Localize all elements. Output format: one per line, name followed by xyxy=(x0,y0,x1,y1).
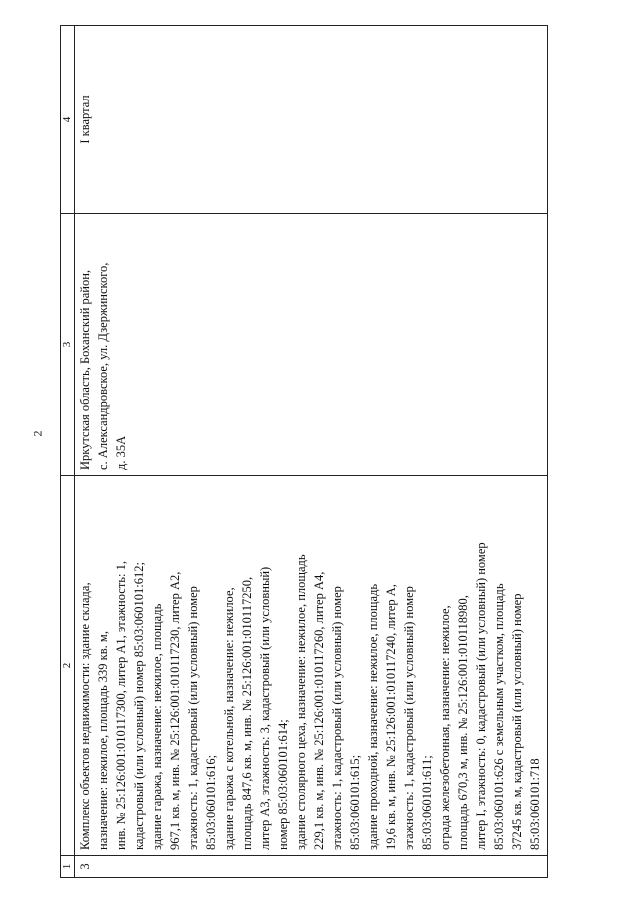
page-number: 2 xyxy=(30,430,45,437)
description-line: этажность: 1, кадастровый (или условный) номер xyxy=(186,586,200,850)
description-line: здание столярного цеха, назначение: нежилое, площадь xyxy=(294,554,308,850)
description-line: 85:03:060101:626 с земельным участком, площадь xyxy=(492,583,506,850)
row-number-cell: 3 xyxy=(75,856,548,878)
description-line: ограда железобетонная, назначение: нежилое, xyxy=(438,605,452,850)
description-line: этажность: 1, кадастровый (или условный) номер xyxy=(402,586,416,850)
description-line: номер 85:03:060101:614; xyxy=(276,719,290,850)
description-line: 229,1 кв. м, инв. № 25:126:001:010117260, литер А4, xyxy=(312,571,326,850)
header-cell-3: 3 xyxy=(61,214,75,476)
address-line: с. Александровское, ул. Дзержинского, xyxy=(96,262,110,470)
description-line: здание проходной, назначение: нежилое, площадь xyxy=(366,583,380,850)
description-line: инв. № 25:126:001:010117300, литер А1, этажность: 1, xyxy=(114,561,128,850)
description-cell xyxy=(75,476,548,856)
rotated-table-wrapper xyxy=(60,26,548,878)
description-line: 85:03:060101:718 xyxy=(528,758,542,850)
description-line: 967,1 кв. м, инв. № 25:126:001:010117230, литер А2, xyxy=(168,571,182,850)
description-line: 85:03:060101:615; xyxy=(348,754,362,850)
description-line: Комплекс объектов недвижимости: здание склада, xyxy=(78,582,92,850)
description-line: кадастровый (или условный) номер 85:03:060101:612; xyxy=(132,562,146,850)
description-line: площадь 847,6 кв. м, инв. № 25:126:001:010117250, xyxy=(240,576,254,850)
header-cell-1: 1 xyxy=(61,856,75,878)
table-header-row xyxy=(61,26,75,878)
address-cell xyxy=(75,214,548,476)
table-row xyxy=(75,26,548,878)
description-line: литер А3, этажность: 3, кадастровый (или условный) xyxy=(258,566,272,850)
address-line: д. 35А xyxy=(114,435,128,470)
header-cell-4: 4 xyxy=(61,26,75,214)
property-table xyxy=(60,25,548,878)
description-line: здание гаража с котельной, назначение: нежилое, xyxy=(222,587,236,850)
description-line: назначение: нежилое, площадь 339 кв. м, xyxy=(96,631,110,850)
header-cell-2: 2 xyxy=(61,476,75,856)
quarter-cell: I квартал xyxy=(75,26,548,214)
description-line: 37245 кв. м, кадастровый (или условный) номер xyxy=(510,593,524,850)
description-line: этажность: 1, кадастровый (или условный) номер xyxy=(330,586,344,850)
description-line: площадь 670,3 м, инв. № 25:126:001:010118980, xyxy=(456,595,470,850)
description-line: 85:03:060101:611; xyxy=(420,755,434,850)
description-line: литер I, этажность: 0, кадастровый (или условный) номер xyxy=(474,542,488,850)
description-line: 19,6 кв. м, инв. № 25:126:001:010117240, литер А, xyxy=(384,584,398,850)
description-line: здание гаража, назначение: нежилое, площадь xyxy=(150,603,164,850)
description-line: 85:03:060101:616; xyxy=(204,754,218,850)
address-line: Иркутская область, Боханский район, xyxy=(78,269,92,470)
